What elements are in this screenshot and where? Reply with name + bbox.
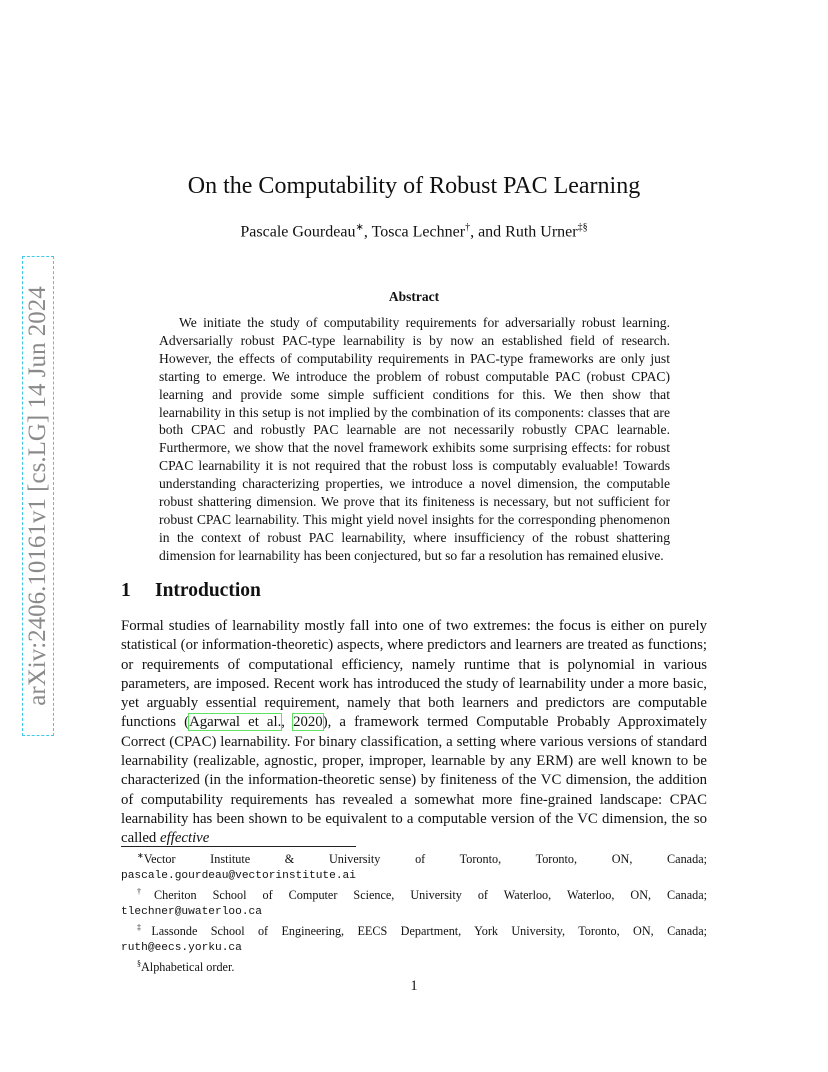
footnotes: [121, 848, 707, 975]
footnote-mark: ∗: [137, 851, 144, 860]
author-name: Pascale Gourdeau: [240, 223, 356, 241]
footnote-mark: §: [137, 959, 141, 969]
footnote-text: Vector Institute & University of Toronto, Toronto, ON, Canada;: [143, 852, 707, 867]
footnote-item: [121, 920, 707, 956]
page-number: 1: [410, 978, 418, 994]
citation-separator: ,: [281, 714, 294, 731]
author-name: Tosca Lechner: [371, 223, 466, 241]
intro-text: ), a framework termed Computable Probably Approximately Correct (CPAC) learnability. For binary classification, a setting where various versions of standard learnability (realizable, agnostic, proper, improper, learnable by any ERM) are well known to be characterized (in the information-theoretic sense) by finiteness of the VC dimension, the addition of computability requirements has revealed a somewhat more fine-grained landscape: CPAC learnability has been shown to be equivalent to a computable version of the VC dimension, the so called: [121, 714, 707, 847]
footnote-mark: †: [137, 887, 154, 897]
emphasized-term: effective: [160, 830, 210, 847]
abstract-heading: Abstract: [388, 289, 440, 304]
section-number: 1: [121, 580, 131, 601]
abstract-body: We initiate the study of computability requirements for adversarially robust learning. Adversarially robust PAC-type learnability is by now an established field of research. However, the effects of computability requirements in PAC-type frameworks are only just starting to emerge. We introduce the problem of robust computable PAC (robust CPAC) learning and provide some simple sufficient conditions for this. We then show that learnability in this setup is not implied by the combination of its components: classes that are both CPAC and robustly PAC learnable are not necessarily robustly CPAC learnable. Furthermore, we show that the novel framework exhibits some surprising effects: for robust CPAC learnability it is not required that the robust loss is computably evaluable! Towards understanding characterizing properties, we introduce a novel dimension, the computable robust shattering dimension. We prove that its finiteness is necessary, but not sufficient for robust CPAC learnability. This might yield novel insights for the corresponding phenomenon in the context of robust PAC learnability, where insufficiency of the robust shattering dimension for learnability has been conjectured, but so far a resolution has remained elusive.: [159, 315, 670, 563]
footnote-item: [121, 848, 707, 884]
footnote-email[interactable]: ruth@eecs.yorku.ca: [121, 942, 242, 955]
affiliation-mark: †: [465, 222, 471, 233]
affiliation-mark: ∗: [355, 222, 364, 233]
footnote-divider: [121, 846, 356, 847]
author-separator: , and: [470, 223, 506, 241]
footnote-mark: ‡: [137, 923, 152, 933]
footnote-item: [121, 956, 707, 975]
footnote-text: Cheriton School of Computer Science, University of Waterloo, Waterloo, ON, Canada;: [153, 888, 707, 903]
footnote-text: Lassonde School of Engineering, EECS Department, York University, Toronto, ON, Canada;: [151, 924, 707, 939]
author-separator: ,: [363, 223, 372, 241]
section-heading: [121, 580, 261, 602]
citation-link-year[interactable]: 2020: [293, 714, 323, 731]
arxiv-identifier-stamp[interactable]: [22, 256, 54, 736]
footnote-item: [121, 884, 707, 920]
footnote-text: Alphabetical order.: [141, 960, 235, 975]
citation-link-author[interactable]: Agarwal et al.: [189, 714, 282, 731]
section-title: Introduction: [155, 580, 261, 601]
affiliation-mark: ‡§: [577, 222, 588, 233]
introduction-paragraph: [121, 617, 707, 849]
author-list: [0, 222, 828, 241]
paper-title: On the Computability of Robust PAC Learning: [187, 173, 641, 199]
author-name: Ruth Urner: [505, 223, 578, 241]
footnote-email[interactable]: tlechner@uwaterloo.ca: [121, 906, 262, 919]
intro-text: Formal studies of learnability mostly fall into one of two extremes: the focus is either on purely statistical (or information-theoretic) aspects, where predictors and learners are treated as functions; or requirements of computational efficiency, namely runtime that is polynomial in various parameters, are imposed. Recent work has introduced the study of learnability under a more basic, yet arguably essential requirement, namely that both learners and predictors are computable functions (: [121, 618, 707, 731]
footnote-email[interactable]: pascale.gourdeau@vectorinstitute.ai: [121, 870, 356, 883]
arxiv-identifier-text: arXiv:2406.10161v1 [cs.LG] 14 Jun 2024: [24, 286, 51, 706]
